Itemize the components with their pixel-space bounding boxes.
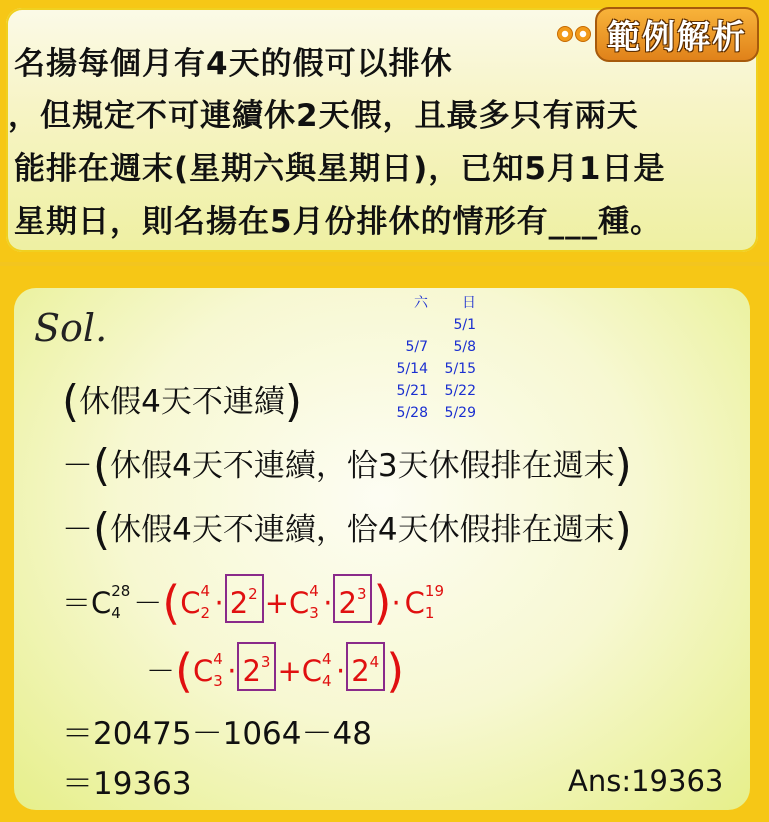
calendar-cell: 5/15 bbox=[444, 361, 476, 377]
result-line-2: ＝19363 bbox=[62, 766, 192, 802]
calendar-cell: 5/21 bbox=[396, 383, 428, 399]
question-line-3: 能排在週末(星期六與星期日)，已知5月1日是 bbox=[14, 151, 666, 187]
calendar-cell: 5/8 bbox=[453, 339, 476, 355]
answer-label: Ans:19363 bbox=[568, 764, 724, 798]
step-2: －(休假4天不連續，恰3天休假排在週末) bbox=[62, 440, 632, 491]
calendar-header-sun: 日 bbox=[462, 295, 476, 311]
sol-label: Sol. bbox=[34, 306, 108, 350]
calendar-cell: 5/14 bbox=[396, 361, 428, 377]
question-line-1: 名揚每個月有4天的假可以排休 bbox=[14, 46, 453, 82]
step-2-minus: － bbox=[62, 448, 93, 484]
result-line-1: ＝20475－1064－48 bbox=[62, 716, 372, 752]
circle-dots-icon bbox=[557, 26, 591, 42]
step-1: (休假4天不連續) bbox=[62, 376, 303, 427]
calendar-cell: 5/29 bbox=[444, 405, 476, 421]
step-1-text: 休假4天不連續 bbox=[79, 384, 285, 420]
calendar-header-sat: 六 bbox=[414, 295, 428, 311]
weekend-calendar bbox=[386, 292, 476, 424]
step-2-text: 休假4天不連續，恰3天休假排在週末 bbox=[110, 448, 615, 484]
step-3-minus: － bbox=[62, 512, 93, 548]
calendar-cell: 5/22 bbox=[444, 383, 476, 399]
question-line-2: ，但規定不可連續休2天假，且最多只有兩天 bbox=[8, 98, 639, 134]
badge-label: 範例解析 bbox=[595, 7, 759, 62]
calendar-cell: 5/7 bbox=[405, 339, 428, 355]
step-3: －(休假4天不連續，恰4天休假排在週末) bbox=[62, 504, 632, 555]
calendar-cell: 5/1 bbox=[453, 317, 476, 333]
step-3-text: 休假4天不連續，恰4天休假排在週末 bbox=[110, 512, 615, 548]
calendar-cell: 5/28 bbox=[396, 405, 428, 421]
formula-line-1: ＝C 28 4 －(C 4 2 · $2^2 +C$ 4 3 · $2^3$ )· C 19 1 bbox=[62, 576, 444, 630]
formula-line-2: －(C 4 3 · $2^3 +C$ 4 4 · $2^4$ ) bbox=[146, 644, 405, 698]
question-line-4: 星期日，則名揚在5月份排休的情形有___種。 bbox=[14, 204, 663, 240]
calendar-cell bbox=[386, 314, 428, 336]
example-analysis-badge bbox=[557, 5, 759, 63]
